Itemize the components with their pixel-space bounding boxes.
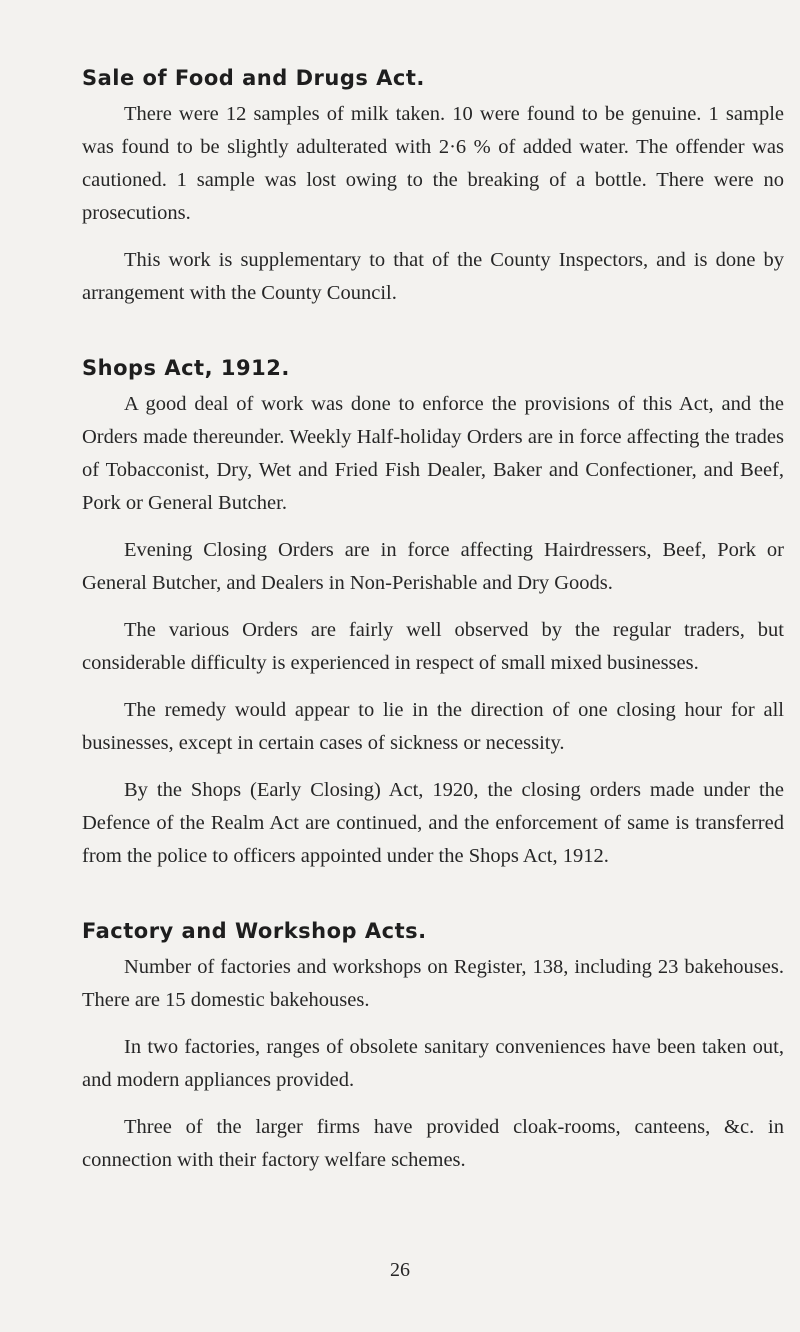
- paragraph: A good deal of work was done to enforce the provisions of this Act, and the Orders made thereunder. Weekly Half-holiday Orders are in force affecting the trades of Tobacconist, Dry, Wet and Fried Fish Dealer, Baker and Confectioner, and Beef, Pork or General Butcher.: [82, 393, 784, 514]
- section-heading: Shops Act, 1912.: [82, 356, 290, 380]
- paragraph: There were 12 samples of milk taken. 10 were found to be genuine. 1 sample was found to be slightly adulterated with 2·6 % of added water. The offender was cautioned. 1 sample was lost owing to the breaking of a bottle. There were no prosecutions.: [82, 103, 784, 224]
- paragraph: The various Orders are fairly well observed by the regular traders, but considerable difficulty is experienced in respect of small mixed businesses.: [82, 619, 784, 674]
- section-heading: Sale of Food and Drugs Act.: [82, 66, 425, 90]
- paragraph: Three of the larger firms have provided cloak-rooms, canteens, &c. in connection with their factory welfare schemes.: [82, 1116, 784, 1171]
- section-factory-workshop-acts: [82, 911, 784, 1177]
- page-number: 26: [390, 1259, 410, 1281]
- paragraph: The remedy would appear to lie in the direction of one closing hour for all businesses, except in certain cases of sickness or necessity.: [82, 699, 784, 754]
- paragraph: By the Shops (Early Closing) Act, 1920, the closing orders made under the Defence of the Realm Act are continued, and the enforcement of same is transferred from the police to officers appointed under the Shops Act, 1912.: [82, 779, 784, 867]
- paragraph: This work is supplementary to that of the County Inspectors, and is done by arrangement with the County Council.: [82, 249, 784, 304]
- page-content: [82, 58, 784, 1177]
- section-food-and-drugs: [82, 58, 784, 310]
- paragraph: Number of factories and workshops on Register, 138, including 23 bakehouses. There are 15 domestic bakehouses.: [82, 956, 784, 1011]
- section-heading: Factory and Workshop Acts.: [82, 919, 427, 943]
- paragraph: In two factories, ranges of obsolete sanitary conveniences have been taken out, and modern appliances provided.: [82, 1036, 784, 1091]
- section-shops-act: [82, 348, 784, 873]
- paragraph: Evening Closing Orders are in force affecting Hairdressers, Beef, Pork or General Butcher, and Dealers in Non-Perishable and Dry Goods.: [82, 539, 784, 594]
